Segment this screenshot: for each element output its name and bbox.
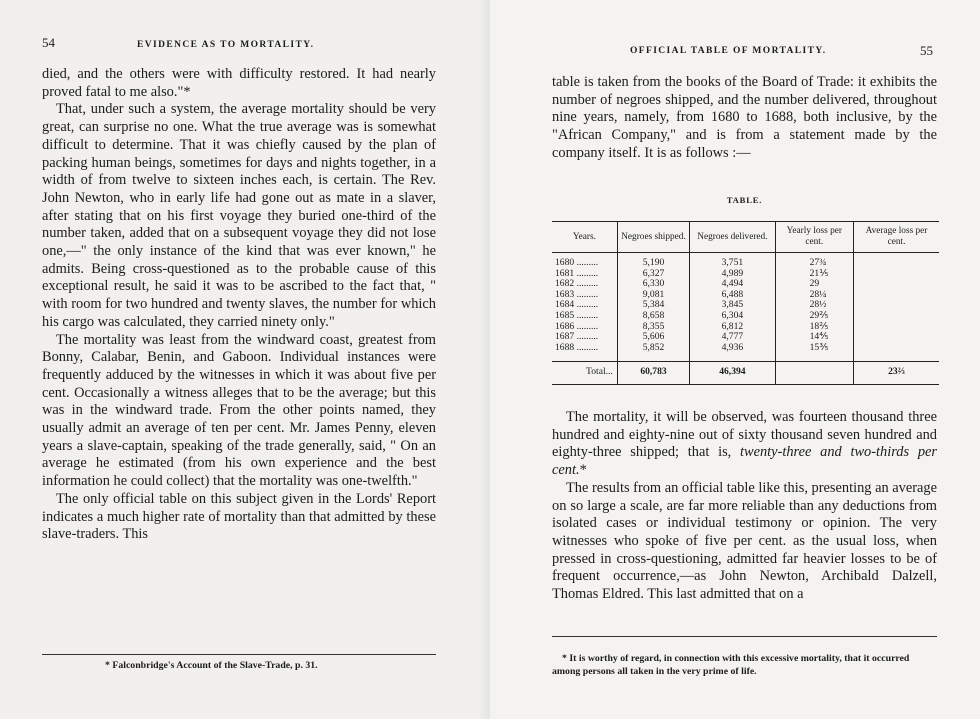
paragraph: table is taken from the books of the Board of Trade: it exhibits the number of negroes shipped, and the number delivered, throughout nine years, namely, from 1680 to 1688, both inclusive, by the "African Company," and is from a statement made by the company itself. It is as follows :— (552, 74, 937, 161)
yearly-loss-cell: 18⅖ (775, 322, 853, 333)
shipped-cell: 8,658 (617, 311, 689, 322)
table-total-row (552, 362, 939, 385)
table-body (552, 253, 939, 385)
paragraph: The results from an official table like this, presenting an average on so large a scale, are far more reliable than any deductions from isolated cases or individual testimony or opinion. The very witnesses who spoke of five per cent. as the usual loss, when pressed in cross-questioning, admitted far heavier losses to be of frequent occurrence,—as John Newton, Archibald Dalzell, Thomas Eldred. This last admitted that on a (552, 479, 937, 603)
body-text-conclusion (552, 409, 937, 604)
running-head: OFFICIAL TABLE OF MORTALITY. (630, 46, 827, 56)
paragraph: That, under such a system, the average mortality should be very great, can surprise no one. What the true average was is somewhat difficult to determine. That it was chiefly caused by the plan of packing human beings, sometimes for days and nights together, in a width of from twelve to sixteen inches each, is certain. The Rev. John Newton, who in early life had gone out as mate in a slaver, after stating that on his first voyage they buried one-third of the number taken, added that on a subsequent voyage they did not lose one,—" the only instance of the kind that was ever known," he admits. Being cross-questioned as to the probable cause of this exceptional result, he said it was to be ascribed to the fact that, " with room for two hundred and twenty slaves, the number for which his cargo was calculated, they carried ninety only." (42, 101, 436, 330)
paragraph: The only official table on this subject given in the Lords' Report indicates a much higher rate of mortality than that admitted by these slave-traders. This (42, 490, 436, 543)
shipped-cell: 5,606 (617, 332, 689, 343)
table-label: TABLE. (726, 195, 763, 205)
year-cell: 1684 ......... (555, 299, 599, 311)
total-delivered: 46,394 (690, 362, 775, 385)
body-text-intro (552, 74, 937, 163)
yearly-loss-cell: 29⅖ (775, 311, 853, 322)
yearly-loss-cell: 14⅘ (775, 332, 853, 343)
year-cell: 1683 ......... (555, 288, 599, 300)
footnote: * It is worthy of regard, in connection with this excessive mortality, that it occurred among persons all taken in the very prime of life. (552, 653, 910, 677)
year-cell: 1687 ......... (555, 331, 599, 343)
delivered-cell: 4,777 (690, 332, 775, 343)
table-row (552, 253, 939, 269)
footnote: * Falconbridge's Account of the Slave-Trade, p. 31. (105, 660, 318, 671)
delivered-cell: 3,751 (690, 253, 775, 269)
year-cell: 1686 ......... (555, 320, 599, 332)
body-text (42, 66, 436, 544)
footnote-marker: * (579, 462, 587, 479)
mortality-table (552, 221, 939, 385)
shipped-cell: 6,327 (617, 269, 689, 280)
page-number: 55 (920, 43, 933, 58)
delivered-cell: 6,812 (690, 322, 775, 333)
delivered-cell: 3,845 (690, 300, 775, 311)
year-cell: 1688 ......... (555, 341, 599, 353)
table-header-row (552, 222, 939, 253)
emphasis-text: twenty-three and two-thirds per cent. (552, 444, 937, 479)
total-label: Total... (552, 362, 617, 385)
shipped-cell: 6,330 (617, 279, 689, 290)
running-head: EVIDENCE AS TO MORTALITY. (137, 40, 315, 50)
header-shipped: Negroes shipped. (617, 222, 689, 253)
right-page (490, 0, 980, 719)
footnote-rule (42, 654, 436, 655)
header-delivered: Negroes delivered. (690, 222, 775, 253)
delivered-cell: 6,304 (690, 311, 775, 322)
average-loss-cell (854, 253, 939, 362)
shipped-cell: 5,852 (617, 343, 689, 362)
delivered-cell: 4,936 (690, 343, 775, 362)
yearly-loss-cell: 15⅗ (775, 343, 853, 362)
paragraph (552, 409, 937, 480)
header-years: Years. (552, 222, 617, 253)
shipped-cell: 8,355 (617, 322, 689, 333)
paragraph: died, and the others were with difficulty restored. It had nearly proved fatal to me also."* (42, 66, 436, 100)
delivered-cell: 6,488 (690, 290, 775, 301)
yearly-loss-cell: 21⅕ (775, 269, 853, 280)
header-yearly-loss: Yearly loss per cent. (775, 222, 853, 253)
yearly-loss-cell: 28½ (775, 300, 853, 311)
year-cell: 1685 ......... (555, 309, 599, 321)
year-cell: 1682 ......... (555, 278, 599, 290)
page-number: 54 (42, 35, 55, 50)
total-shipped: 60,783 (617, 362, 689, 385)
yearly-loss-cell: 28¼ (775, 290, 853, 301)
year-cell: 1680 ......... (555, 257, 599, 268)
shipped-cell: 5,190 (617, 253, 689, 269)
shipped-cell: 9,081 (617, 290, 689, 301)
paragraph-text: The mortality, it will be observed, was fourteen thousand three hundred and eighty-nine out of sixty thousand seven hundred and eighty-three shipped; that is, (552, 409, 937, 461)
header-average-loss: Average loss per cent. (854, 222, 939, 253)
yearly-loss-cell: 29 (775, 279, 853, 290)
total-average-loss: 23⅔ (854, 362, 939, 385)
delivered-cell: 4,989 (690, 269, 775, 280)
yearly-loss-cell: 27¾ (775, 253, 853, 269)
footnote-rule (552, 636, 937, 637)
paragraph: The mortality was least from the windward coast, greatest from Bonny, Calabar, Benin, and Gaboon. Individual instances were frequently adduced by the witnesses in which it was about five per cent. Occasionally a witness alleges that to be the average; but this was in the windward trade. From the other points named, they usually admit an average of ten per cent. Mr. James Penny, eleven years a slave-captain, speaking of the trade generally, said, " On an average he estimated (from his own experience and the best information he could collect) that the mortality was one-twelfth." (42, 331, 436, 490)
shipped-cell: 5,384 (617, 300, 689, 311)
delivered-cell: 4,494 (690, 279, 775, 290)
year-cell: 1681 ......... (555, 267, 599, 279)
total-yearly-loss (775, 362, 853, 385)
